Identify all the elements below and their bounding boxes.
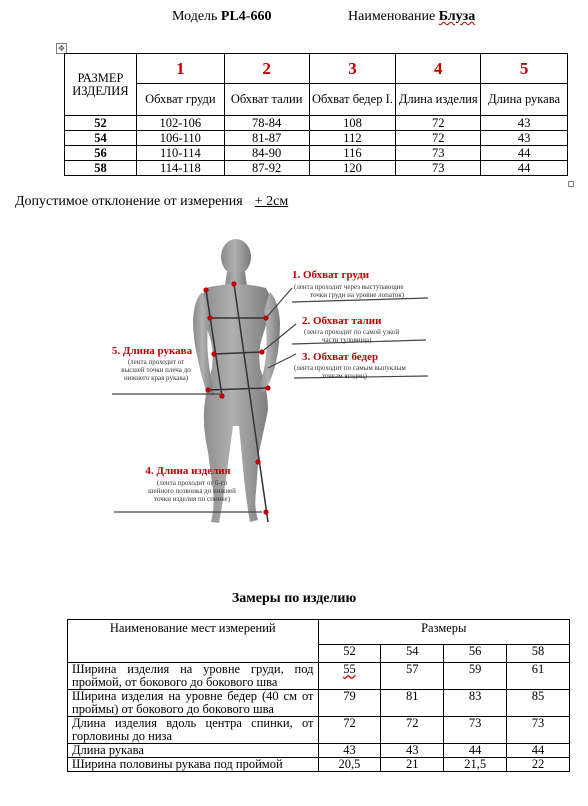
table-row: 56 110-114 84-90 116 73 44 <box>65 146 568 161</box>
table-move-handle-icon[interactable]: ✥ <box>56 43 67 54</box>
annotation-title: 1. Обхват груди <box>292 269 370 281</box>
annotation-title: 5. Длина рукава <box>111 345 193 357</box>
size-col-header: Обхват бедер I. <box>309 84 396 116</box>
tolerance-value: + 2см <box>254 194 289 209</box>
annotation-title: 4. Длина изделия <box>145 465 231 477</box>
table-row: Длина рукава 43 43 44 44 <box>68 744 570 758</box>
svg-text:точки изделия по спинке): точки изделия по спинке) <box>154 495 230 503</box>
name-label: Наименование <box>348 9 436 24</box>
table-row: 58 114-118 87-92 120 73 44 <box>65 161 568 176</box>
annotation-length <box>145 465 236 503</box>
table-resize-handle[interactable] <box>568 181 574 187</box>
tolerance-text: Допустимое отклонение от измерения <box>15 194 243 209</box>
size-col-header: Обхват груди <box>136 84 224 116</box>
table-row: 52 102-106 78-84 108 72 43 <box>65 116 568 131</box>
size-header: 58 <box>507 645 570 663</box>
svg-text:точкам ягодиц): точкам ягодиц) <box>322 372 367 380</box>
measurement-figure <box>96 230 456 550</box>
size-col-number: 4 <box>396 54 481 84</box>
size-col-number: 2 <box>224 54 309 84</box>
name-line <box>348 9 475 25</box>
model-value: PL4-660 <box>220 9 272 24</box>
size-col-number: 3 <box>309 54 396 84</box>
tolerance-note <box>15 194 288 210</box>
svg-text:высшей точки плеча до: высшей точки плеча до <box>121 366 191 374</box>
table-row: 54 106-110 81-87 112 72 43 <box>65 131 568 146</box>
size-table-corner: РАЗМЕР ИЗДЕЛИЯ <box>65 54 137 116</box>
size-chart-table <box>64 53 568 176</box>
annotation-sleeve <box>112 345 193 382</box>
size-col-number: 5 <box>481 54 568 84</box>
svg-text:точки груди на уровне лопаток): точки груди на уровне лопаток) <box>310 291 404 299</box>
svg-text:(лента проходит по самой узкой: (лента проходит по самой узкой <box>304 328 400 336</box>
measurements-name-header: Наименование мест измерений <box>68 620 319 663</box>
size-col-header: Длина изделия <box>396 84 481 116</box>
size-header: 56 <box>444 645 507 663</box>
table-row: Ширина изделия на уровне груди, под проймой, от бокового до бокового шва 55 57 59 61 <box>68 663 570 690</box>
size-col-header: Длина рукава <box>481 84 568 116</box>
annotation-title: 2. Обхват талии <box>302 315 382 327</box>
size-header: 54 <box>381 645 444 663</box>
model-line <box>172 9 271 25</box>
name-value: Блуза <box>438 9 476 24</box>
table-row: Ширина изделия на уровне бедер (40 см от проймы) от бокового до бокового шва 79 81 83 85 <box>68 690 570 717</box>
table-row: Ширина половины рукава под проймой 20,5 21 21,5 22 <box>68 758 570 772</box>
svg-text:(лента проходит от 6-го: (лента проходит от 6-го <box>156 479 228 487</box>
svg-text:нижнего края рукава): нижнего края рукава) <box>123 374 189 382</box>
measurements-title: Замеры по изделию <box>231 591 357 606</box>
size-col-header: Обхват талии <box>224 84 309 116</box>
svg-text:(лента проходит через выступаю: (лента проходит через выступающие <box>294 283 404 291</box>
annotation-chest <box>292 269 405 299</box>
svg-text:шейного позвонка до нижней: шейного позвонка до нижней <box>148 487 236 495</box>
table-row: Длина изделия вдоль центра спинки, от горловины до низа 72 72 73 73 <box>68 717 570 744</box>
measurements-table <box>67 619 570 772</box>
annotation-title: 3. Обхват бедер <box>302 351 379 363</box>
annotation-waist <box>302 315 399 344</box>
svg-text:(лента проходит по самым выпук: (лента проходит по самым выпуклым <box>294 364 406 372</box>
measurements-sizes-header: Размеры <box>318 620 570 645</box>
model-label: Модель <box>172 9 218 24</box>
annotation-hips <box>294 351 406 380</box>
svg-text:(лента проходит от: (лента проходит от <box>127 358 185 366</box>
size-header: 52 <box>318 645 381 663</box>
size-col-number: 1 <box>136 54 224 84</box>
svg-text:части туловища): части туловища) <box>322 336 372 344</box>
